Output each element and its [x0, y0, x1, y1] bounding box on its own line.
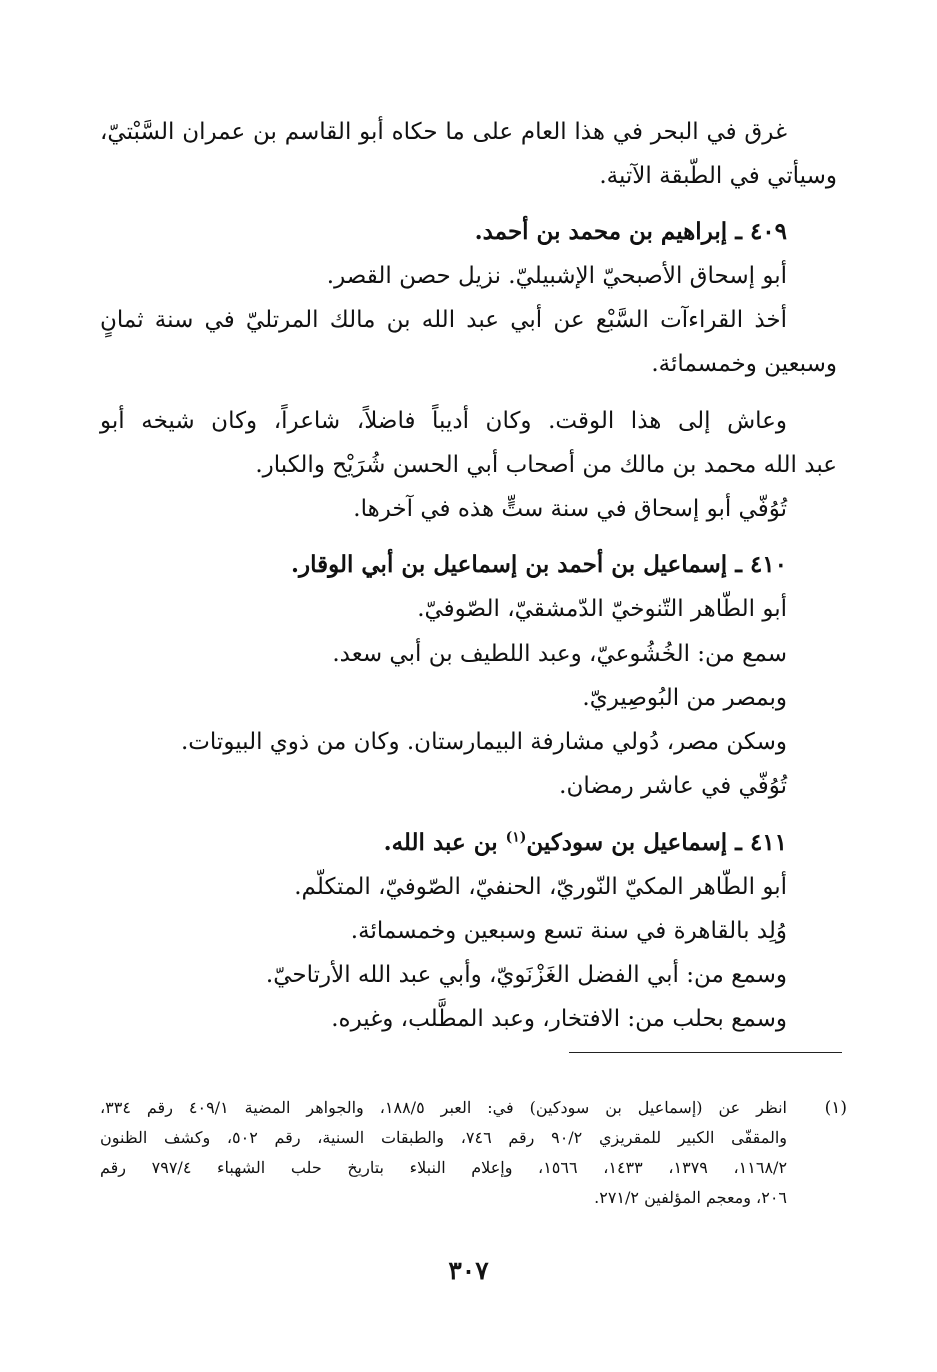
entry-410-line-1: أبو الطّاهر التّنوخيّ الدّمشقيّ، الصّوفيّ. [417, 596, 787, 622]
entry-409-line-5: عبد الله محمد بن مالك من أصحاب أبي الحسن شُرَيْح والكبار. [255, 452, 837, 478]
footnote-line-2: والمقفّى الكبير للمقريزي ٩٠/٢ رقم ٧٤٦، والطبقات السنية، رقم ٥٠٢، وكشف الظنون [100, 1128, 787, 1147]
entry-409-line-2: أخذ القراءآت السَّبْع عن أبي عبد الله بن مالك المرتليّ في سنة ثمانٍ [100, 307, 787, 333]
entry-410-line-3: وبمصر من البُوصِيريّ. [582, 685, 787, 711]
entry-411-line-1: أبو الطّاهر المكيّ النّوريّ، الحنفيّ، الصّوفيّ، المتكلّم. [294, 874, 787, 900]
entry-411-line-4: وسمع بحلب من: الافتخار، وعبد المطَّلب، وغيره. [331, 1006, 787, 1032]
footnote-number: (١) [824, 1098, 847, 1118]
entry-409-heading: ٤٠٩ ـ إبراهيم بن محمد بن أحمد. [474, 218, 787, 245]
page-number: ٣٠٧ [448, 1256, 489, 1285]
entry-409-line-4: وعاش إلى هذا الوقت. وكان أديباً فاضلاً، شاعراً، وكان شيخه أبو [100, 408, 787, 434]
entry-410-heading: ٤١٠ ـ إسماعيل بن أحمد بن إسماعيل بن أبي الوقار. [290, 551, 787, 578]
intro-line-2: وسيأتي في الطّبقة الآتية. [599, 163, 837, 189]
entry-409-line-6: تُوُفّي أبو إسحاق في سنة ستٍّ هذه في آخرها. [353, 496, 787, 522]
entry-411-heading-name: ٤١١ ـ إسماعيل بن سودكين [526, 829, 787, 856]
footnote-marker: (١) [505, 829, 527, 846]
entry-411-line-3: وسمع من: أبي الفضل الغَزْنَويّ، وأبي عبد الله الأرتاحيّ. [265, 962, 787, 988]
entry-411-line-2: وُلِد بالقاهرة في سنة تسع وسبعين وخمسمائة. [350, 918, 787, 944]
footnote-divider [569, 1052, 842, 1053]
footnote-line-1: انظر عن (إسماعيل بن سودكين) في: العبر ١٨٨/٥، والجواهر المضية ٤٠٩/١ رقم ٣٣٤، [100, 1098, 787, 1117]
entry-410-line-2: سمع من: الخُشُوعيّ، وعبد اللطيف بن أبي سعد. [332, 641, 787, 667]
entry-410-line-4: وسكن مصر، دُولي مشارفة البيمارستان. وكان من ذوي البيوتات. [180, 729, 787, 755]
entry-411-heading-suffix: بن عبد الله. [383, 829, 506, 856]
footnote-line-3: ١١٦٨/٢، ١٣٧٩، ١٤٣٣، ١٥٦٦، وإعلام النبلاء بتاريخ حلب الشهباء ٧٩٧/٤ رقم [100, 1158, 788, 1177]
entry-411-heading [100, 826, 787, 860]
intro-line-1: غرق في البحر في هذا العام على ما حكاه أبو القاسم بن عمران السَّبْتيّ، [100, 119, 787, 145]
footnote-line-4: ٢٠٦، ومعجم المؤلفين ٢٧١/٢. [594, 1188, 787, 1207]
entry-410-line-5: تُوُفّي في عاشر رمضان. [559, 773, 787, 799]
entry-409-line-1: أبو إسحاق الأصبحيّ الإشبيليّ. نزيل حصن القصر. [326, 263, 787, 289]
entry-409-line-3: وسبعين وخمسمائة. [651, 351, 837, 377]
